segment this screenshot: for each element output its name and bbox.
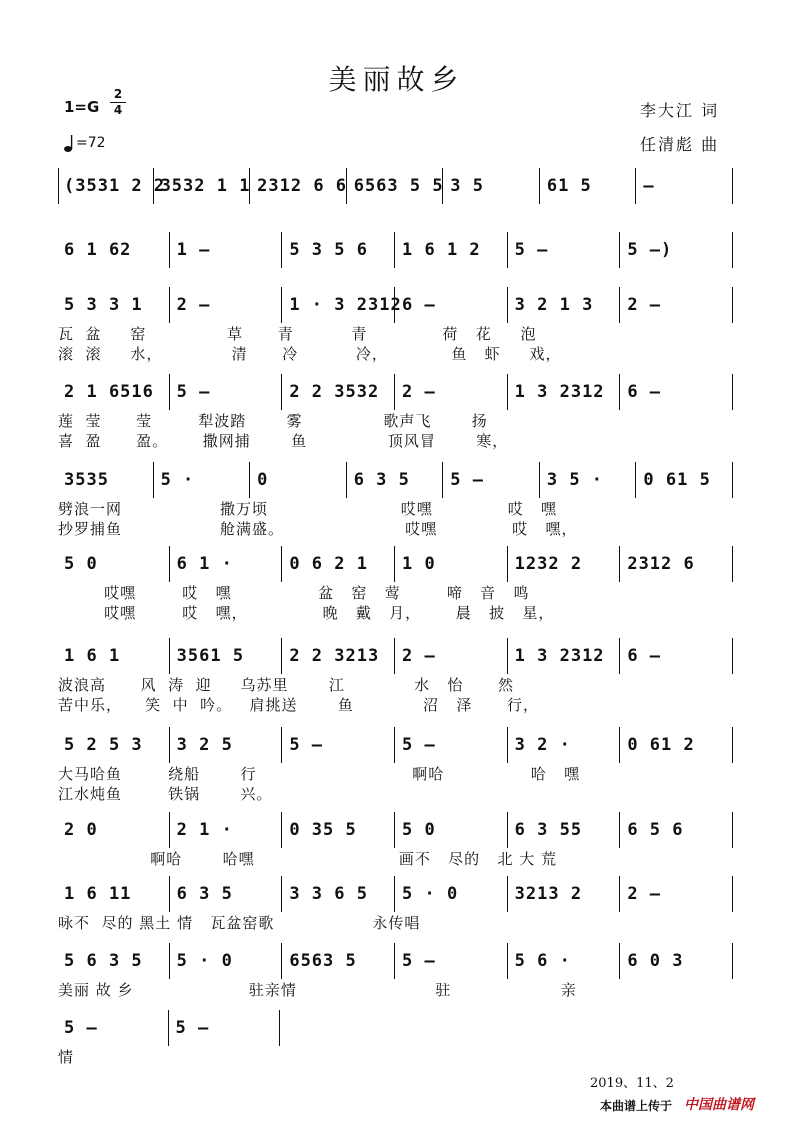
measure-notes: 3 5 <box>450 176 484 196</box>
measure-notes: 5 2 5 3 <box>64 735 143 755</box>
lyric-line: 江水炖鱼 铁锅 兴。 <box>58 785 273 803</box>
bar-line <box>442 168 443 204</box>
notation-line <box>58 374 734 412</box>
bar-line <box>732 462 733 498</box>
tempo-value: =72 <box>76 135 106 151</box>
measure-notes: 0 6 2 1 <box>289 554 368 574</box>
bar-line <box>281 727 282 763</box>
bar-line <box>394 812 395 848</box>
measure-notes: 1 6 11 <box>64 884 132 904</box>
bar-line <box>732 876 733 912</box>
measure-notes: 6 0 3 <box>627 951 684 971</box>
bar-line <box>169 812 170 848</box>
measure-notes: 5 0 <box>64 554 98 574</box>
lyric-line: 咏不 尽的 黑土 情 瓦盆窑歌 永传唱 <box>58 914 421 932</box>
bar-line <box>732 374 733 410</box>
measure-notes: 2 – <box>176 295 211 315</box>
bar-line <box>153 168 154 204</box>
measure-notes: 3535 <box>64 470 109 490</box>
measure-notes: 6 3 55 <box>514 820 583 840</box>
measure-notes: 1 3 2312 <box>514 646 605 666</box>
bar-line <box>732 546 733 582</box>
measure-notes: 1 – <box>176 240 211 260</box>
bar-line <box>394 232 395 268</box>
bar-line <box>732 943 733 979</box>
measure-notes: 1 · 3 2312 <box>289 295 402 315</box>
measure-notes: 0 61 5 <box>643 470 711 490</box>
measure-notes: 5 · 0 <box>176 951 233 971</box>
measure-notes: 3 5 · <box>546 470 604 490</box>
notation-line <box>58 812 734 850</box>
lyric-line: 波浪高 风 涛 迎 乌苏里 江 水 怡 然 <box>58 676 515 694</box>
lyric-line: 苦中乐， 笑 中 吟。 肩挑送 鱼 沼 泽 行， <box>58 696 539 714</box>
bar-line <box>169 943 170 979</box>
bar-line <box>619 943 620 979</box>
bar-line <box>394 546 395 582</box>
bar-line <box>346 168 347 204</box>
score-system <box>58 546 734 626</box>
measure-notes: 5 – <box>175 1018 210 1038</box>
measure-notes: 61 5 <box>546 176 592 196</box>
bar-line <box>619 287 620 323</box>
score-system <box>58 638 734 718</box>
measure-notes: 2 0 <box>64 820 98 840</box>
lyric-line: 抄罗捕鱼 舱满盛。 哎嘿 哎 嘿， <box>58 520 578 538</box>
bar-line <box>507 374 508 410</box>
bar-line <box>281 876 282 912</box>
page-title: 美丽故乡 <box>328 63 465 96</box>
bar-line <box>281 374 282 410</box>
site-logo: 中国曲谱网 <box>684 1097 754 1113</box>
bar-line <box>394 374 395 410</box>
notation-line <box>58 287 734 325</box>
measure-notes: 5 – <box>402 951 436 971</box>
bar-line <box>153 462 154 498</box>
measure-notes: 6 1 62 <box>64 240 132 260</box>
measure-notes: 2 2 3532 <box>289 382 380 402</box>
measure-notes: 5 – <box>514 240 549 260</box>
bar-line <box>507 876 508 912</box>
measure-notes: 3532 1 1 <box>160 176 251 196</box>
measure-notes: 0 <box>257 470 269 490</box>
bar-line <box>169 374 170 410</box>
bar-line <box>507 287 508 323</box>
lyric-line: 滚 滚 水， 清 冷 冷， 鱼 虾 戏， <box>58 345 562 363</box>
lyric-line: 哎嘿 哎 嘿， 晚 戴 月， 晨 披 星， <box>58 604 555 622</box>
bar-line <box>732 812 733 848</box>
measure-notes: 6 1 · <box>176 554 233 574</box>
composer-credit: 任清彪 曲 <box>640 135 720 154</box>
bar-line <box>394 287 395 323</box>
notation-line <box>58 943 734 981</box>
upload-label: 本曲谱上传于 <box>600 1099 673 1113</box>
upload-date: 2019、11、2 <box>590 1076 674 1091</box>
bar-line <box>619 876 620 912</box>
measure-notes: 3 2 5 <box>176 735 233 755</box>
notation-line <box>58 1010 734 1048</box>
score-system <box>58 462 734 542</box>
notation-line <box>58 546 734 584</box>
bar-line <box>281 287 282 323</box>
bar-line <box>169 546 170 582</box>
measure-notes: 5 – <box>402 735 436 755</box>
notation-line <box>58 232 734 270</box>
measure-notes: 2 – <box>627 295 662 315</box>
measure-notes: 1 3 2312 <box>514 382 605 402</box>
measure-notes: 5 3 5 6 <box>289 240 368 260</box>
bar-line <box>394 943 395 979</box>
measure-notes: 5 · 0 <box>402 884 459 904</box>
bar-line <box>249 168 250 204</box>
bar-line <box>279 1010 280 1046</box>
bar-line <box>539 462 540 498</box>
measure-notes: 3 2 1 3 <box>514 295 594 315</box>
bar-line <box>281 546 282 582</box>
measure-notes: 1 6 1 <box>64 646 121 666</box>
time-signature-top: 2 <box>113 87 123 101</box>
bar-line <box>539 168 540 204</box>
bar-line <box>619 546 620 582</box>
measure-notes: 2312 6 6 <box>257 176 348 196</box>
bar-line <box>281 943 282 979</box>
bar-line <box>394 638 395 674</box>
measure-notes: 5 – <box>450 470 484 490</box>
bar-line <box>281 232 282 268</box>
bar-line <box>619 374 620 410</box>
bar-line <box>732 638 733 674</box>
measure-notes: 0 61 2 <box>627 735 695 755</box>
measure-notes: 5 – <box>289 735 324 755</box>
bar-line <box>635 462 636 498</box>
measure-notes: 2 – <box>627 884 662 904</box>
bar-line <box>507 638 508 674</box>
measure-notes: 2312 6 <box>627 554 695 574</box>
time-signature <box>110 88 126 117</box>
measure-notes: 3 2 · <box>514 735 571 755</box>
bar-line <box>169 287 170 323</box>
bar-line <box>249 462 250 498</box>
bar-line <box>281 812 282 848</box>
bar-line <box>394 727 395 763</box>
notation-line <box>58 638 734 676</box>
measure-notes: – <box>643 176 655 196</box>
bar-line <box>169 232 170 268</box>
bar-line <box>619 638 620 674</box>
lyric-line: 莲 莹 莹 犁波踏 雾 歌声飞 扬 <box>58 412 488 430</box>
measure-notes: 6 5 6 <box>627 820 684 840</box>
measure-notes: 5 3 3 1 <box>64 295 143 315</box>
notation-line <box>58 462 734 500</box>
measure-notes: 2 2 3213 <box>289 646 380 666</box>
bar-line <box>507 943 508 979</box>
bar-line <box>732 168 733 204</box>
bar-line <box>732 727 733 763</box>
notation-line <box>58 168 734 206</box>
measure-notes: 2 1 6516 <box>64 382 154 402</box>
measure-notes: 6 – <box>627 646 662 666</box>
measure-notes: 3 3 6 5 <box>289 884 368 904</box>
key-signature: 1=G <box>64 98 100 116</box>
measure-notes: 5 6 · <box>514 951 571 971</box>
measure-notes: 6 – <box>627 382 662 402</box>
measure-notes: 0 35 5 <box>289 820 357 840</box>
time-signature-bottom: 4 <box>113 103 123 117</box>
measure-notes: 6 – <box>402 295 436 315</box>
measure-notes: 5 · <box>160 470 195 490</box>
bar-line <box>394 876 395 912</box>
bar-line <box>619 812 620 848</box>
lyric-line: 哎嘿 哎 嘿 盆 窑 莺 啼 音 鸣 <box>58 584 530 602</box>
notation-line <box>58 876 734 914</box>
bar-line <box>507 546 508 582</box>
bar-line <box>168 1010 169 1046</box>
measure-notes: 6563 5 <box>289 951 357 971</box>
measure-notes: 6 3 5 <box>176 884 233 904</box>
lyricist-credit: 李大江 词 <box>640 101 720 120</box>
measure-notes: 6 3 5 <box>353 470 410 490</box>
score-system <box>58 374 734 454</box>
score-system <box>58 727 734 807</box>
measure-notes: (3531 2 2 <box>64 176 166 196</box>
measure-notes: 5 6 3 5 <box>64 951 143 971</box>
measure-notes: 3213 2 <box>514 884 583 904</box>
measure-notes: 1 6 1 2 <box>402 240 481 260</box>
measure-notes: 1232 2 <box>514 554 583 574</box>
measure-notes: 5 – <box>64 1018 98 1038</box>
lyric-line: 啊哈 哈嘿 画不 尽的 北 大 荒 <box>58 850 558 868</box>
measure-notes: 2 1 · <box>176 820 233 840</box>
notation-line <box>58 727 734 765</box>
lyric-line: 情 <box>58 1048 75 1066</box>
bar-line <box>732 287 733 323</box>
bar-line <box>732 232 733 268</box>
lyric-line: 瓦 盆 窑 草 青 青 荷 花 泡 <box>58 325 537 343</box>
measure-notes: 5 – <box>176 382 211 402</box>
bar-line <box>442 462 443 498</box>
bar-line <box>169 876 170 912</box>
lyric-line: 美丽 故 乡 驻亲情 驻 亲 <box>58 981 577 999</box>
lyric-line: 喜 盈 盈。 撒网捕 鱼 顶风冒 寒， <box>58 432 509 450</box>
measure-notes: 5 0 <box>402 820 436 840</box>
lyric-line: 大马哈鱼 绕船 行 啊哈 哈 嘿 <box>58 765 581 783</box>
measure-notes: 5 –) <box>627 240 673 260</box>
measure-notes: 6563 5 5 <box>353 176 444 196</box>
measure-notes: 3561 5 <box>176 646 245 666</box>
bar-line <box>169 638 170 674</box>
score-system <box>58 287 734 367</box>
bar-line <box>281 638 282 674</box>
measure-notes: 2 – <box>402 382 436 402</box>
bar-line <box>58 168 59 204</box>
bar-line <box>169 727 170 763</box>
bar-line <box>507 727 508 763</box>
measure-notes: 1 0 <box>402 554 436 574</box>
tempo-marking <box>64 133 106 153</box>
bar-line <box>619 727 620 763</box>
lyric-line: 劈浪一网 撒万顷 哎嘿 哎 嘿 <box>58 500 558 518</box>
bar-line <box>619 232 620 268</box>
bar-line <box>507 812 508 848</box>
quarter-note-icon <box>64 133 74 153</box>
measure-notes: 2 – <box>402 646 436 666</box>
bar-line <box>635 168 636 204</box>
bar-line <box>346 462 347 498</box>
bar-line <box>507 232 508 268</box>
